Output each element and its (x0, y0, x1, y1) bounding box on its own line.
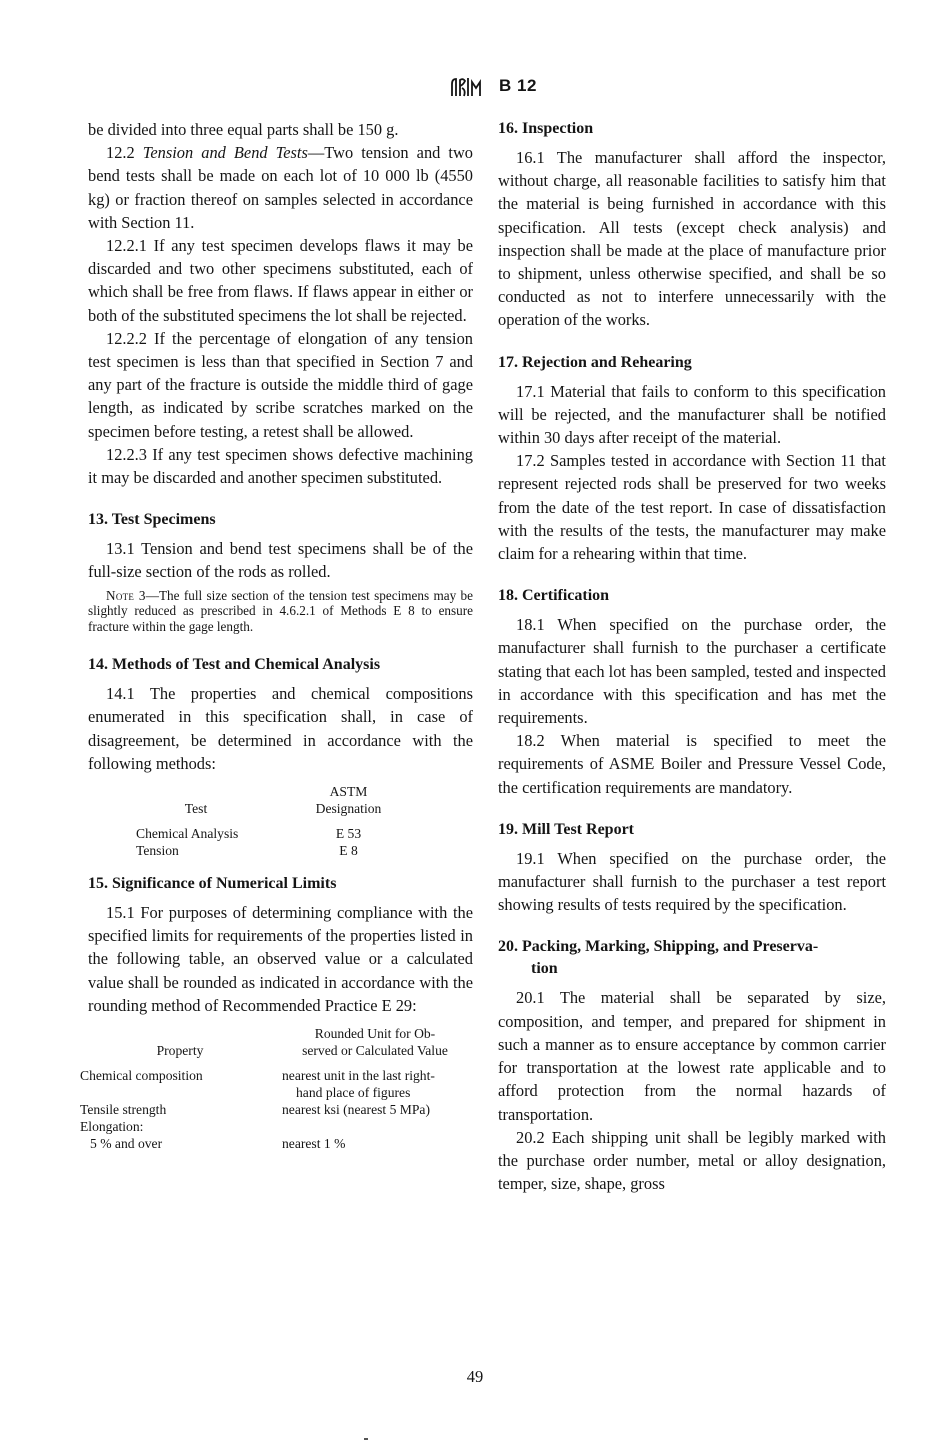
heading-line: tion (531, 960, 558, 978)
header-line: Rounded Unit for Ob- (314, 1025, 436, 1041)
paragraph-15-1: 15.1 For purposes of determining compliance with the specified limits for requirements of the properties listed in the following table, an observed value or a calculated value shall be rounded as indicated in accordance with the rounding method of Recommended Practice E 29: (88, 902, 473, 1015)
column-header-designation (256, 783, 441, 817)
table-cell-designation: E 8 (339, 842, 358, 858)
table-header-row (136, 783, 441, 817)
table-row (80, 1118, 470, 1135)
section-15-heading: 15. Significance of Numerical Limits (88, 874, 337, 892)
paragraph-19-1: 19.1 When specified on the purchase order, the manufacturer shall furnish to the purchaser a test report showing results of tests required by the specification. (498, 848, 886, 915)
table-row (80, 1067, 470, 1101)
section-13-heading: 13. Test Specimens (88, 511, 216, 529)
section-19-heading: 19. Mill Test Report (498, 820, 634, 838)
spacer (498, 799, 886, 819)
table-cell-unit: nearest 1 % (282, 1135, 346, 1151)
paragraph-number: 12.2 (106, 143, 143, 163)
heading-line: 20. Packing, Marking, Shipping, and Preserva- (498, 938, 819, 956)
paragraph-20-1: 20.1 The material shall be separated by size, composition, and temper, and prepared for shipment in such a manner as to ensure acceptance by common carrier for transportation at the lowest rate applicable and to afford protection from the normal hazards of transportation. (498, 988, 886, 1124)
note-label: Note 3 (106, 587, 146, 603)
table-cell-designation: E 53 (335, 825, 362, 841)
note-text: —The full size section of the tension test specimens may be slightly reduced as prescribed in 4.6.2.1 of Methods E 8 to ensure fracture within the gage length. (88, 587, 473, 634)
spacer (88, 489, 473, 509)
section-18-heading: 18. Certification (498, 587, 610, 605)
section-20-heading (498, 936, 886, 980)
standard-designation: B 12 (499, 76, 537, 95)
paragraph-12-2 (88, 141, 473, 234)
page-number: 49 (466, 1367, 484, 1386)
cell-line: hand place of figures (296, 1084, 411, 1100)
spacer (498, 916, 886, 936)
table-row (80, 1135, 470, 1152)
column-header-test: Test (184, 800, 208, 816)
section-17-heading: 17. Rejection and Rehearing (498, 353, 692, 371)
page-header (0, 74, 950, 104)
section-16-heading: 16. Inspection (498, 120, 594, 137)
paragraph-title: Tension and Bend Tests (142, 143, 308, 163)
header-line: served or Calculated Value (302, 1042, 448, 1058)
spacer (88, 634, 473, 654)
paragraph-12-2-1: 12.2.1 If any test specimen develops flaws it may be discarded and two other specimens substituted, each of which shall be free from flaws. If flaws appear in either or both of the substituted specimens the lot shall be rejected. (88, 236, 473, 325)
spacer (88, 859, 473, 873)
paragraph-14-1: 14.1 The properties and chemical compositions enumerated in this specification shall, in case of disagreement, be determined in accordance with the following methods: (88, 684, 473, 773)
paragraph-18-1: 18.1 When specified on the purchase order, the manufacturer shall furnish to the purchaser a certificate stating that each lot has been sampled, tested and inspected in accordance with this specification and has met the requirements. (498, 615, 886, 728)
column-header-rounded-unit (280, 1025, 470, 1059)
paragraph-12-2-3: 12.2.3 If any test specimen shows defective machining it may be discarded and another specimen substituted. (88, 444, 473, 488)
paragraph-13-1: 13.1 Tension and bend test specimens shall be of the full-size section of the rods as rolled. (88, 539, 473, 582)
paragraph-12-1-end: be divided into three equal parts shall be 150 g. (88, 120, 399, 139)
table-row (136, 825, 441, 842)
section-14-heading: 14. Methods of Test and Chemical Analysis (88, 656, 381, 674)
table-cell-test: Chemical Analysis (136, 825, 239, 841)
spacer (498, 565, 886, 585)
table-cell-test: Tension (136, 842, 179, 858)
table-row (136, 842, 441, 859)
paragraph-20-2: 20.2 Each shipping unit shall be legibly marked with the purchase order number, metal or alloy designation, temper, size, shape, gross (498, 1127, 886, 1194)
rounding-table (80, 1025, 470, 1152)
right-column (498, 118, 886, 1195)
paragraph-16-1: 16.1 The manufacturer shall afford the inspector, without charge, all reasonable facilities to satisfy him that the material is being furnished in accordance with this specification. All tests (except check analysis) and inspection shall be made at the place of manufacture prior to shipment, unless otherwise specified, and shall be so conducted as not to interfere unnecessarily with the operation of the works. (498, 148, 886, 330)
astm-logo-icon (448, 76, 484, 98)
table-row (80, 1101, 470, 1118)
table-header-row (80, 1025, 470, 1059)
test-methods-table (136, 783, 441, 859)
table-cell-unit (280, 1067, 470, 1101)
paragraph-17-2: 17.2 Samples tested in accordance with Section 11 that represent rejected rods shall be preserved for two weeks from the date of the test report. In case of dissatisfaction with the results of the tests, the manufacturer may make claim for a rehearing within that time. (498, 451, 886, 564)
table-cell-unit: nearest ksi (nearest 5 MPa) (282, 1101, 430, 1117)
table-cell-property: Tensile strength (80, 1101, 167, 1117)
left-column (80, 118, 473, 1152)
paragraph-18-2: 18.2 When material is specified to meet the requirements of ASME Boiler and Pressure Vessel Code, the certification requirements are mandatory. (498, 731, 886, 797)
paragraph-17-1: 17.1 Material that fails to conform to this specification will be rejected, and the manufacturer shall be notified within 30 days after receipt of the material. (498, 381, 886, 448)
scan-mark (364, 1438, 368, 1440)
note-3 (88, 588, 473, 635)
spacer (498, 332, 886, 352)
paragraph-12-2-2: 12.2.2 If the percentage of elongation of any tension test specimen is less than that specified in Section 7 and any part of the fracture is outside the middle third of gage length, as indicated by scribe scratches marked on the specimen before testing, a retest shall be allowed. (88, 328, 473, 441)
header-line: Designation (315, 800, 382, 816)
header-line: ASTM (329, 783, 368, 799)
column-header-property: Property (156, 1042, 204, 1058)
table-cell-property: Chemical composition (80, 1067, 203, 1083)
table-cell-property: 5 % and over (90, 1135, 163, 1151)
cell-line: nearest unit in the last right- (282, 1067, 435, 1083)
table-cell-property: Elongation: (80, 1118, 144, 1134)
paragraph-text: —Two tension and two bend tests shall be made on each lot of 10 000 lb (4550 kg) or fraction thereof on samples selected in accordance with Section 11. (88, 143, 473, 232)
